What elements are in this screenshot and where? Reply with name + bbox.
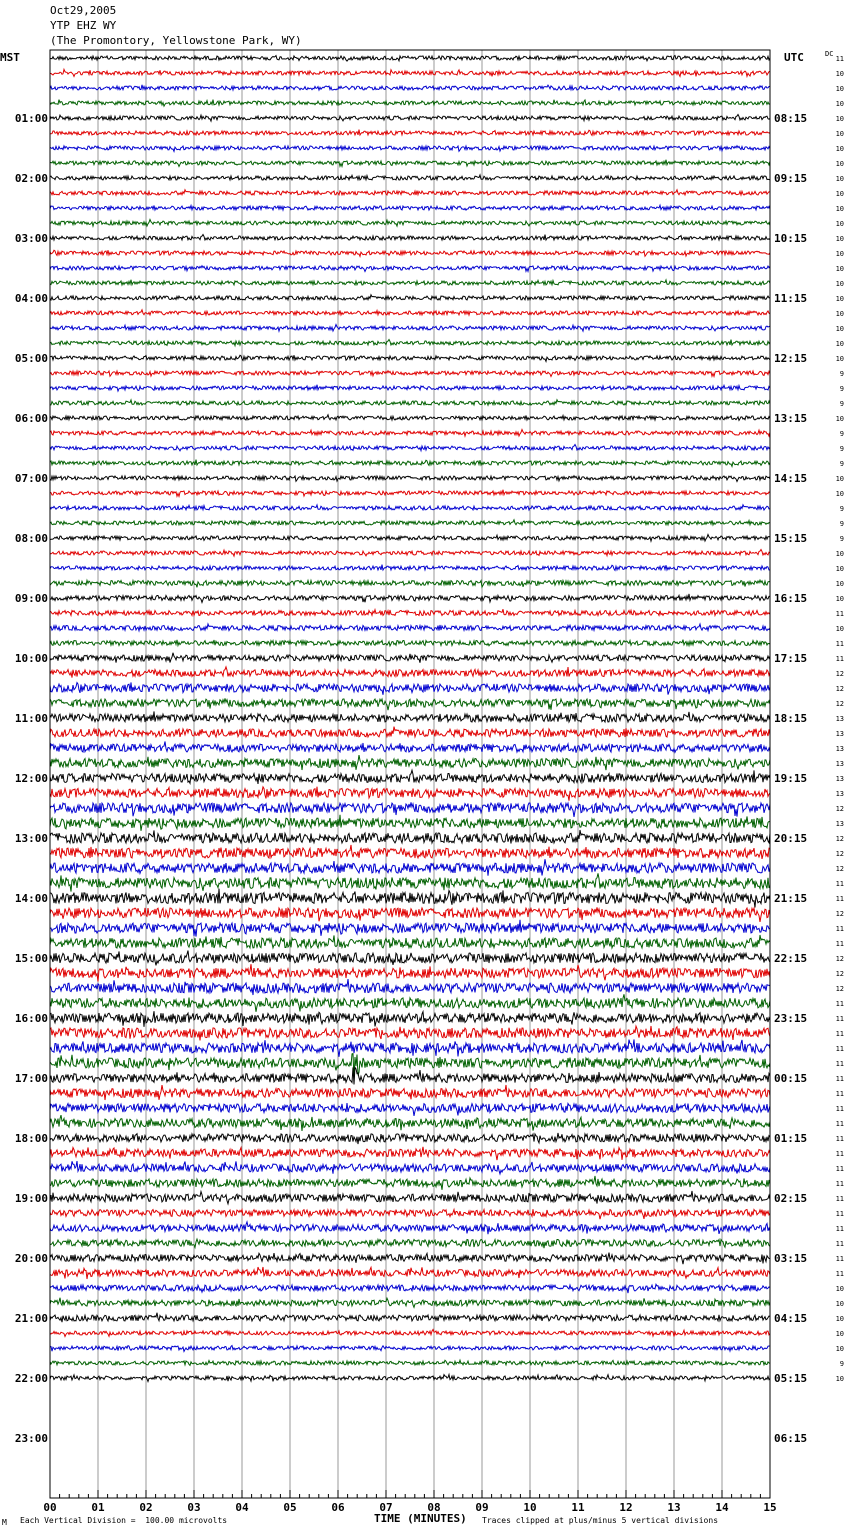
x-tick-label: 14 [715,1501,729,1514]
trace-line [50,69,770,76]
dc-offset-label: 12 [835,970,844,978]
mst-axis-label: MST [0,51,20,64]
trace-line [50,711,770,722]
dc-offset-label: 11 [835,925,844,933]
x-tick-label: 00 [43,1501,57,1514]
trace-line [50,460,770,467]
trace-line [50,787,770,801]
mst-hour-label: 04:00 [14,292,48,305]
dc-offset-label: 13 [835,730,844,738]
dc-offset-label: 11 [835,1000,844,1008]
trace-line [50,85,770,90]
trace-line [50,698,770,710]
dc-offset-label: 10 [835,355,844,363]
dc-offset-label: 13 [835,760,844,768]
trace-line [50,175,770,180]
trace-line [50,845,770,859]
utc-hour-label: 08:15 [774,112,808,125]
x-tick-label: 09 [475,1501,489,1514]
trace-line [50,609,770,615]
trace-line [50,445,770,451]
dc-offset-label: 9 [839,430,844,438]
dc-offset-label: 10 [835,250,844,258]
utc-hour-label: 10:15 [774,232,808,245]
dc-offset-label: 11 [835,1015,844,1023]
trace-line [50,1026,770,1041]
dc-offset-label: 12 [835,850,844,858]
trace-line [50,951,770,966]
mst-hour-label: 17:00 [14,1072,48,1085]
trace-line [50,1267,770,1279]
utc-hour-label: 12:15 [774,352,808,365]
dc-offset-label: 10 [835,160,844,168]
trace-line [50,190,770,195]
utc-hour-label: 18:15 [774,712,808,725]
trace-line [50,146,770,152]
trace-line [50,1239,770,1249]
trace-line [50,1085,770,1100]
dc-offset-label: 12 [835,985,844,993]
x-tick-label: 01 [91,1501,105,1514]
trace-line [50,1209,770,1219]
mst-hour-label: 05:00 [14,352,48,365]
trace-line [50,859,770,876]
trace-line [50,430,770,437]
dc-offset-label: 11 [835,1120,844,1128]
dc-offset-label: 11 [835,1105,844,1113]
utc-hour-label: 06:15 [774,1432,808,1445]
dc-offset-label: 11 [835,895,844,903]
dc-offset-label: 10 [835,70,844,78]
x-tick-label: 10 [523,1501,537,1514]
trace-line [50,889,770,908]
dc-offset-label: 12 [835,700,844,708]
trace-line [50,802,770,817]
x-tick-label: 12 [619,1501,633,1514]
dc-offset-label: 11 [835,1225,844,1233]
dc-offset-label: 13 [835,820,844,828]
x-tick-label: 15 [763,1501,777,1514]
trace-line [50,830,770,844]
dc-offset-label: 10 [835,1300,844,1308]
dc-offset-label: 11 [835,655,844,663]
dc-offset-label: 11 [835,55,844,63]
utc-hour-label: 16:15 [774,592,808,605]
trace-line [50,1161,770,1174]
x-tick-label: 11 [571,1501,585,1514]
dc-offset-label: 10 [835,565,844,573]
utc-hour-label: 21:15 [774,892,808,905]
dc-offset-label: 9 [839,535,844,543]
trace-line [50,280,770,285]
x-tick-label: 02 [139,1501,153,1514]
trace-line [50,490,770,497]
mst-hour-label: 20:00 [14,1252,48,1265]
x-axis-title: TIME (MINUTES) [374,1512,467,1525]
x-tick-label: 13 [667,1501,681,1514]
dc-offset-label: 12 [835,670,844,678]
utc-hour-label: 17:15 [774,652,808,665]
mst-hour-label: 08:00 [14,532,48,545]
trace-line [50,130,770,136]
trace-line [50,770,770,784]
dc-offset-label: 10 [835,220,844,228]
dc-offset-label: 9 [839,385,844,393]
trace-line [50,640,770,646]
dc-offset-label: 11 [835,1255,844,1263]
utc-hour-label: 04:15 [774,1312,808,1325]
mst-hour-label: 14:00 [14,892,48,905]
scale-note: Each Vertical Division = 100.00 microvolts [20,1516,228,1525]
trace-line [50,1330,770,1337]
trace-line [50,250,770,256]
dc-offset-label: 9 [839,505,844,513]
trace-line [50,755,770,770]
dc-offset-label: 10 [835,100,844,108]
dc-offset-label: 9 [839,445,844,453]
utc-hour-label: 13:15 [774,412,808,425]
trace-line [50,1375,770,1382]
dc-offset-label: 11 [835,1030,844,1038]
dc-offset-label: 9 [839,400,844,408]
mst-hour-label: 11:00 [14,712,48,725]
dc-offset-label: 10 [835,1285,844,1293]
utc-hour-label: 09:15 [774,172,808,185]
utc-hour-label: 00:15 [774,1072,808,1085]
utc-hour-label: 15:15 [774,532,808,545]
mst-hour-label: 02:00 [14,172,48,185]
seismic-traces [50,56,770,1382]
mst-hour-label: 19:00 [14,1192,48,1205]
dc-offset-label: 10 [835,145,844,153]
trace-line [50,115,770,122]
trace-line [50,310,770,316]
trace-line [50,667,770,678]
trace-line [50,1253,770,1265]
header-location: (The Promontory, Yellowstone Park, WY) [50,34,302,47]
dc-offset-label: 12 [835,835,844,843]
dc-offset-label: 9 [839,370,844,378]
dc-offset-label: 11 [835,610,844,618]
trace-line [50,400,770,405]
mst-hour-label: 01:00 [14,112,48,125]
trace-line [50,873,770,891]
trace-line [50,1147,770,1160]
trace-line [50,1039,770,1056]
utc-hour-label: 03:15 [774,1252,808,1265]
dc-offset-label: 11 [835,1150,844,1158]
dc-offset-label: 11 [835,880,844,888]
trace-line [50,1346,770,1352]
dc-offset-label: 13 [835,775,844,783]
dc-offset-label: 10 [835,310,844,318]
dc-offset-label: 11 [835,1210,844,1218]
header-date: Oct29,2005 [50,4,117,17]
utc-hour-label: 01:15 [774,1132,808,1145]
trace-line [50,682,770,694]
dc-offset-label: 9 [839,520,844,528]
trace-line [50,235,770,241]
x-tick-label: 07 [379,1501,393,1514]
dc-offset-label: 10 [835,550,844,558]
trace-line [50,1115,770,1131]
trace-line [50,994,770,1012]
utc-hour-label: 22:15 [774,952,808,965]
trace-line [50,355,770,361]
corner-mark: M [2,1518,7,1527]
trace-line [50,742,770,753]
dc-offset-label: 12 [835,865,844,873]
mst-hour-label: 13:00 [14,832,48,845]
dc-offset-label: 10 [835,325,844,333]
dc-offset-label: 11 [835,1090,844,1098]
trace-line [50,565,770,571]
trace-line [50,1011,770,1027]
header-station: YTP EHZ WY [50,19,117,32]
utc-hour-label: 14:15 [774,472,808,485]
trace-line [50,505,770,510]
trace-line [50,205,770,210]
dc-offset-label: 11 [835,1135,844,1143]
dc-offset-label: 10 [835,1345,844,1353]
trace-line [50,520,770,525]
dc-offset-label: 10 [835,625,844,633]
trace-line [50,56,770,62]
trace-line [50,476,770,482]
trace-line [50,160,770,167]
dc-offset-label: 13 [835,745,844,753]
dc-offset-label: 10 [835,490,844,498]
trace-line [50,220,770,227]
trace-line [50,727,770,738]
trace-line [50,935,770,949]
utc-axis-label: UTC [784,51,804,64]
mst-hour-label: 15:00 [14,952,48,965]
dc-offset-label: 11 [835,1075,844,1083]
dc-offset-label: 11 [835,1060,844,1068]
x-tick-label: 04 [235,1501,249,1514]
trace-line [50,550,770,557]
x-tick-label: 06 [331,1501,345,1514]
trace-line [50,624,770,631]
clip-note: Traces clipped at plus/minus 5 vertical divisions [482,1516,719,1525]
dc-offset-label: 12 [835,955,844,963]
dc-offset-label: 10 [835,130,844,138]
trace-line [50,100,770,107]
trace-line [50,385,770,391]
dc-offset-label: 10 [835,205,844,213]
utc-hour-label: 23:15 [774,1012,808,1025]
dc-offset-label: 13 [835,790,844,798]
dc-offset-label: 11 [835,1180,844,1188]
dc-offset-label: 10 [835,475,844,483]
dc-offset-label: 11 [835,1045,844,1053]
dc-offset-label: 11 [835,1270,844,1278]
dc-offset-label: 10 [835,265,844,273]
dc-offset-label: 10 [835,580,844,588]
dc-offset-label: 11 [835,1195,844,1203]
dc-offset-label: 11 [835,640,844,648]
mst-hour-label: 12:00 [14,772,48,785]
dc-offset-label: 12 [835,910,844,918]
dc-offset-label: 12 [835,805,844,813]
utc-hour-label: 05:15 [774,1372,808,1385]
dc-column-label: DC [825,50,834,58]
trace-line [50,920,770,937]
mst-hour-label: 07:00 [14,472,48,485]
utc-hour-label: 19:15 [774,772,808,785]
mst-hour-label: 09:00 [14,592,48,605]
trace-line [50,535,770,542]
x-tick-label: 08 [427,1501,441,1514]
trace-line [50,1298,770,1308]
mst-hour-label: 03:00 [14,232,48,245]
trace-line [50,1067,770,1084]
trace-line [50,1054,770,1079]
dc-offset-label: 10 [835,1315,844,1323]
dc-offset-label: 9 [839,460,844,468]
trace-line [50,371,770,377]
dc-offset-label: 13 [835,715,844,723]
dc-offset-label: 10 [835,175,844,183]
utc-hour-label: 02:15 [774,1192,808,1205]
trace-line [50,340,770,346]
dc-offset-label: 11 [835,1165,844,1173]
trace-line [50,1284,770,1293]
mst-hour-label: 06:00 [14,412,48,425]
trace-line [50,979,770,995]
mst-hour-label: 10:00 [14,652,48,665]
dc-offset-label: 10 [835,1375,844,1383]
dc-offset-label: 10 [835,295,844,303]
trace-line [50,964,770,981]
trace-line [50,1222,770,1234]
utc-hour-label: 11:15 [774,292,808,305]
trace-line [50,1360,770,1366]
trace-line [50,1103,770,1116]
dc-offset-label: 10 [835,280,844,288]
utc-hour-label: 20:15 [774,832,808,845]
dc-offset-label: 10 [835,1330,844,1338]
dc-offset-label: 12 [835,685,844,693]
dc-offset-label: 10 [835,595,844,603]
trace-line [50,266,770,272]
trace-line [50,907,770,922]
mst-hour-label: 23:00 [14,1432,48,1445]
dc-offset-label: 10 [835,340,844,348]
trace-line [50,594,770,603]
dc-offset-label: 10 [835,415,844,423]
trace-line [50,1176,770,1190]
trace-line [50,325,770,332]
trace-line [50,415,770,421]
mst-hour-label: 21:00 [14,1312,48,1325]
trace-line [50,815,770,831]
dc-offset-label: 10 [835,85,844,93]
x-tick-label: 05 [283,1501,297,1514]
mst-hour-label: 22:00 [14,1372,48,1385]
dc-offset-label: 9 [839,1360,844,1368]
trace-line [50,295,770,300]
dc-offset-label: 10 [835,235,844,243]
mst-hour-label: 16:00 [14,1012,48,1025]
trace-line [50,580,770,587]
x-tick-label: 03 [187,1501,201,1514]
dc-offset-label: 11 [835,1240,844,1248]
dc-offset-label: 11 [835,940,844,948]
trace-line [50,1133,770,1144]
trace-line [50,1313,770,1323]
trace-line [50,1191,770,1204]
dc-offset-label: 10 [835,115,844,123]
trace-line [50,653,770,663]
dc-offset-label: 10 [835,190,844,198]
mst-hour-label: 18:00 [14,1132,48,1145]
